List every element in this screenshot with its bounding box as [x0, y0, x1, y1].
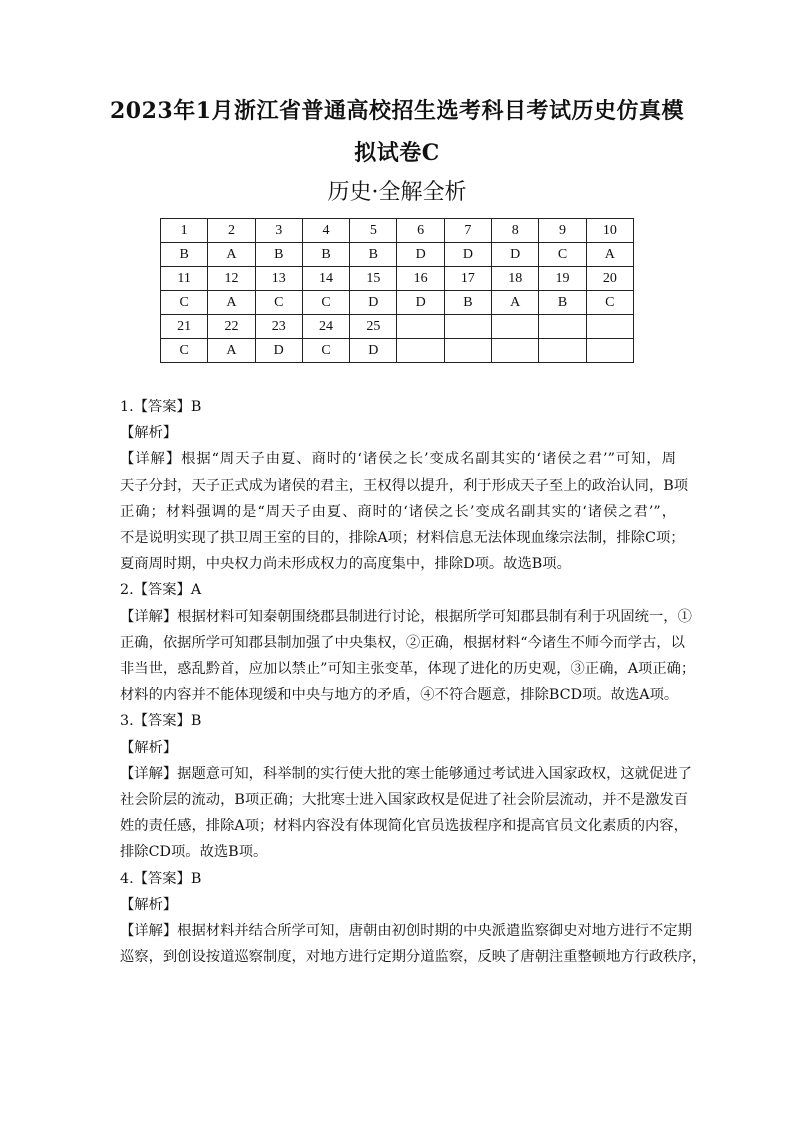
answer-table-cell: 13: [255, 267, 302, 291]
answer-table-cell: C: [302, 291, 349, 315]
answer-table-cell: B: [302, 243, 349, 267]
answer-table-cell: [492, 315, 539, 339]
explanation-line: 【详解】据题意可知，科举制的实行使大批的寒士能够通过考试进入国家政权，这就促进了: [120, 765, 692, 782]
answer-table-cell: D: [397, 291, 444, 315]
question-answer: 1.【答案】B: [120, 399, 202, 415]
explanation-line: 巡察，到创设按道巡察制度，对地方进行定期分道监察，反映了唐朝注重整顿地方行政秩序，: [120, 949, 707, 966]
answer-table-cell: B: [255, 243, 302, 267]
answer-table-row: [161, 315, 634, 339]
answer-table-cell: C: [161, 291, 208, 315]
explanation-line: 姓的责任感，排除A项；材料内容没有体现简化官员选拔程序和提高官员文化素质的内容，: [120, 818, 688, 835]
answer-table-cell: A: [208, 339, 255, 363]
answer-table-row: [161, 243, 634, 267]
answer-table-cell: D: [350, 291, 397, 315]
answer-explanations: [120, 394, 707, 970]
answer-table-cell: 4: [302, 219, 349, 243]
answer-table-cell: C: [539, 243, 586, 267]
answer-table-cell: B: [161, 243, 208, 267]
answer-table-cell: 15: [350, 267, 397, 291]
answer-table-cell: 12: [208, 267, 255, 291]
explanation-line: 【详解】根据材料可知秦朝围绕郡县制进行讨论，根据所学可知郡县制有利于巩固统一，①: [120, 608, 692, 625]
answer-table-cell: 5: [350, 219, 397, 243]
answer-table-row: [161, 339, 634, 363]
explanation-line: 排除CD项。故选B项。: [120, 844, 268, 861]
answer-table-cell: C: [302, 339, 349, 363]
explanation-line: 材料的内容并不能体现缓和中央与地方的矛盾，④不符合题意，排除BCD项。故选A项。: [120, 687, 679, 704]
document-title-line-1: 2023年1月浙江省普通高校招生选考科目考试历史仿真模: [109, 98, 685, 124]
answer-table-cell: 18: [492, 267, 539, 291]
question-answer: 2.【答案】A: [120, 582, 202, 599]
document-subtitle: 历史·全解全析: [327, 180, 467, 205]
answer-table-cell: [397, 339, 444, 363]
answer-table-cell: 16: [397, 267, 444, 291]
answer-table-cell: B: [444, 291, 491, 315]
answer-table-cell: 1: [161, 219, 208, 243]
answer-table-cell: 21: [161, 315, 208, 339]
answer-table-cell: D: [492, 243, 539, 267]
explanation-line: 夏商周时期，中央权力尚未形成权力的高度集中，排除D项。故选B项。: [120, 556, 571, 573]
question-answer: 4.【答案】B: [120, 870, 202, 887]
answer-table-cell: A: [208, 291, 255, 315]
answer-key-table: [160, 218, 634, 363]
answer-table-cell: 25: [350, 315, 397, 339]
answer-table-cell: [539, 315, 586, 339]
answer-table-cell: [539, 339, 586, 363]
answer-table-cell: D: [397, 243, 444, 267]
document-title-line-2: 拟试卷C: [354, 140, 440, 166]
answer-table-cell: [444, 315, 491, 339]
answer-table-cell: [586, 315, 633, 339]
explanation-line: 天子分封，天子正式成为诸侯的君主，王权得以提升，利于形成天子至上的政治认同，B项: [120, 477, 689, 494]
answer-table-row: [161, 267, 634, 291]
answer-table-cell: B: [539, 291, 586, 315]
answer-table-cell: 24: [302, 315, 349, 339]
analysis-label: 【解析】: [120, 896, 178, 913]
answer-table-cell: C: [255, 291, 302, 315]
question-answer: 3.【答案】B: [120, 713, 202, 730]
analysis-label: 【解析】: [120, 425, 178, 442]
answer-table-cell: 22: [208, 315, 255, 339]
answer-table-row: [161, 291, 634, 315]
answer-table-cell: A: [208, 243, 255, 267]
answer-table-cell: 19: [539, 267, 586, 291]
explanation-line: 非当世，惑乱黔首，应加以禁止”可知主张变革，体现了进化的历史观，③正确，A项正确；: [120, 661, 696, 678]
explanation-line: 【详解】根据“周天子由夏、商时的‘诸侯之长’变成名副其实的‘诸侯之君’”可知，周: [120, 451, 676, 468]
explanation-line: 不是说明实现了拱卫周王室的目的，排除A项；材料信息无法体现血缘宗法制，排除C项；: [120, 530, 685, 547]
answer-table-cell: 3: [255, 219, 302, 243]
answer-table-cell: A: [586, 243, 633, 267]
answer-table-cell: D: [444, 243, 491, 267]
answer-table-cell: D: [350, 339, 397, 363]
answer-table-cell: C: [586, 291, 633, 315]
answer-table-cell: 17: [444, 267, 491, 291]
answer-table-cell: 2: [208, 219, 255, 243]
explanation-line: 【详解】根据材料并结合所学可知，唐朝由初创时期的中央派遣监察御史对地方进行不定期: [120, 923, 692, 940]
answer-table-cell: [586, 339, 633, 363]
explanation-line: 正确；材料强调的是“周天子由夏、商时的‘诸侯之长’变成名副其实的‘诸侯之君’”，: [120, 503, 676, 520]
analysis-label: 【解析】: [120, 739, 178, 756]
answer-table-cell: 6: [397, 219, 444, 243]
answer-table-cell: 7: [444, 219, 491, 243]
answer-table-row: [161, 219, 634, 243]
answer-table-cell: C: [161, 339, 208, 363]
answer-table-cell: D: [255, 339, 302, 363]
answer-table-cell: [444, 339, 491, 363]
answer-table-cell: B: [350, 243, 397, 267]
explanation-line: 正确，依据所学可知郡县制加强了中央集权，②正确，根据材料“今诸生不师今而学古，以: [120, 634, 685, 651]
answer-table-cell: A: [492, 291, 539, 315]
answer-table-cell: 11: [161, 267, 208, 291]
answer-table-cell: 9: [539, 219, 586, 243]
explanation-line: 社会阶层的流动，B项正确；大批寒士进入国家政权是促进了社会阶层流动，并不是激发百: [120, 792, 689, 809]
answer-table-cell: [397, 315, 444, 339]
answer-table-cell: 8: [492, 219, 539, 243]
answer-table-cell: 20: [586, 267, 633, 291]
answer-table-cell: [492, 339, 539, 363]
answer-table-cell: 23: [255, 315, 302, 339]
answer-table-cell: 10: [586, 219, 633, 243]
answer-table-cell: 14: [302, 267, 349, 291]
